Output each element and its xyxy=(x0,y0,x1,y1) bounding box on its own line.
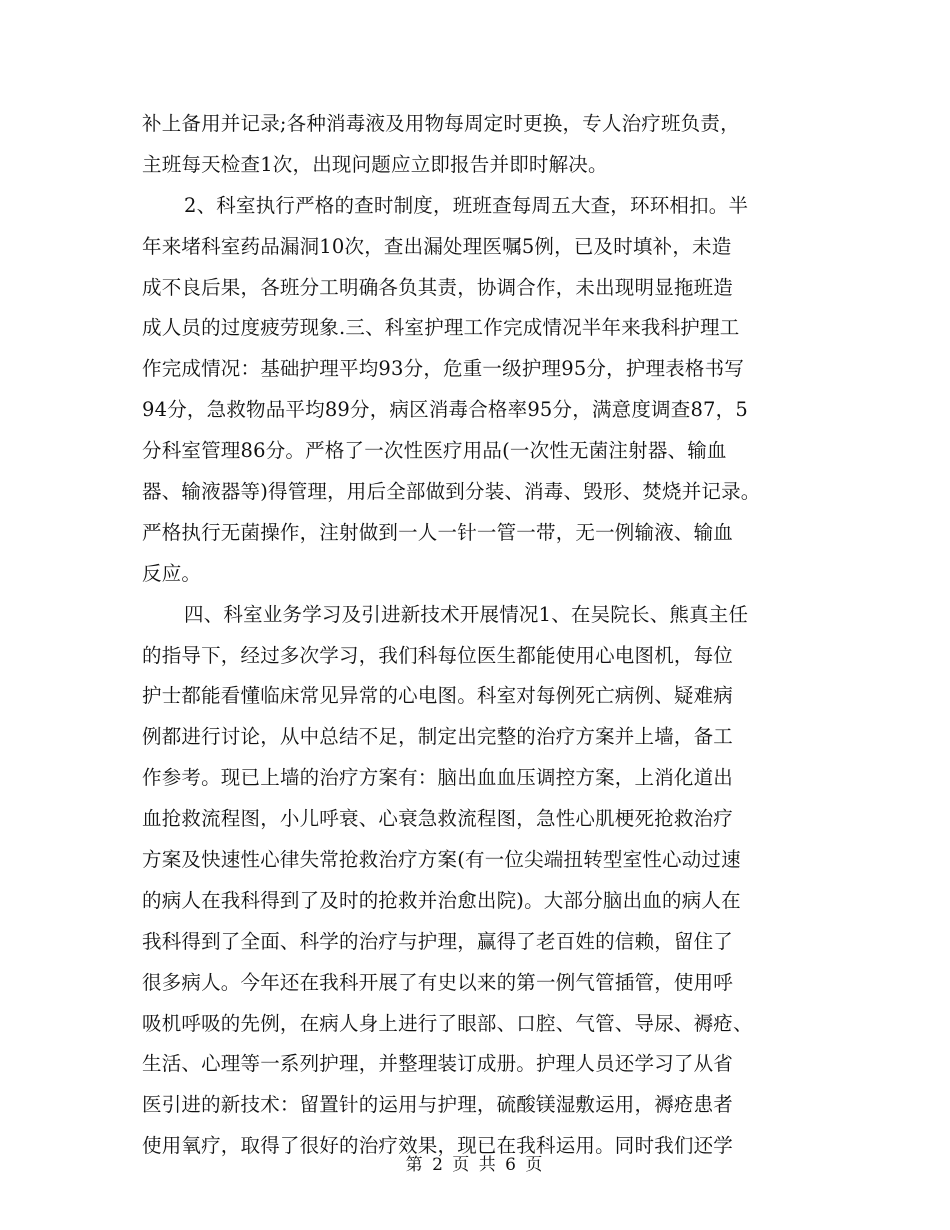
text-line: 成不良后果，各班分工明确各负其责，协调合作，未出现明显拖班造 xyxy=(142,275,734,299)
text-line: 吸机呼吸的先例，在病人身上进行了眼部、口腔、气管、导尿、褥疮、 xyxy=(142,1011,753,1035)
text-line: 补上备用并记录;各种消毒液及用物每周定时更换，专人治疗班负责， xyxy=(142,112,740,135)
text-line: 血抢救流程图，小儿呼衰、心衰急救流程图，急性心肌梗死抢救治疗 xyxy=(142,807,734,831)
text-line: 医引进的新技术：留置针的运用与护理，硫酸镁湿敷运用，褥疮患者 xyxy=(142,1093,734,1117)
text-line: 器、输液器等)得管理，用后全部做到分装、消毒、毁形、焚烧并记录。 xyxy=(142,480,761,504)
text-line: 很多病人。今年还在我科开展了有史以来的第一例气管插管，使用呼 xyxy=(142,970,734,994)
text-line: 的病人在我科得到了及时的抢救并治愈出院)。大部分脑出血的病人在 xyxy=(142,888,741,912)
text-line: 反应。 xyxy=(142,561,202,585)
text-line: 四、科室业务学习及引进新技术开展情况1、在吴院长、熊真主任 xyxy=(184,602,749,626)
text-line: 成人员的过度疲劳现象.三、科室护理工作完成情况半年来我科护理工 xyxy=(142,316,740,340)
text-line: 方案及快速性心律失常抢救治疗方案(有一位尖端扭转型室性心动过速 xyxy=(142,848,741,872)
text-line: 年来堵科室药品漏洞10次，查出漏处理医嘱5例，已及时填补，未造 xyxy=(142,234,732,258)
text-line: 使用氧疗，取得了很好的治疗效果，现已在我科运用。同时我们还学 xyxy=(142,1134,734,1158)
text-line: 严格执行无菌操作，注射做到一人一针一管一带，无一例输液、输血 xyxy=(142,520,734,544)
text-line: 作完成情况：基础护理平均93分，危重一级护理95分，护理表格书写 xyxy=(142,357,745,381)
text-line: 例都进行讨论，从中总结不足，制定出完整的治疗方案并上墙，备工 xyxy=(142,725,734,749)
text-line: 2、科室执行严格的查时制度，班班查每周五大查，环环相扣。半 xyxy=(184,193,749,217)
text-line: 94分，急救物品平均89分，病区消毒合格率95分，满意度调查87，5 xyxy=(142,398,748,422)
text-line: 作参考。现已上墙的治疗方案有：脑出血血压调控方案，上消化道出 xyxy=(142,766,734,790)
text-line: 我科得到了全面、科学的治疗与护理，赢得了老百姓的信赖，留住了 xyxy=(142,929,734,953)
page-number-footer: 第 2 页 共 6 页 xyxy=(405,1155,545,1175)
text-line: 的指导下，经过多次学习，我们科每位医生都能使用心电图机，每位 xyxy=(142,643,734,667)
document-body xyxy=(142,104,822,1167)
text-line: 主班每天检查1次，出现问题应立即报告并即时解决。 xyxy=(142,152,608,176)
text-line: 生活、心理等一系列护理，并整理装订成册。护理人员还学习了从省 xyxy=(142,1052,734,1076)
text-line: 护士都能看懂临床常见异常的心电图。科室对每例死亡病例、疑难病 xyxy=(142,684,734,708)
text-line: 分科室管理86分。严格了一次性医疗用品(一次性无菌注射器、输血 xyxy=(142,439,727,463)
